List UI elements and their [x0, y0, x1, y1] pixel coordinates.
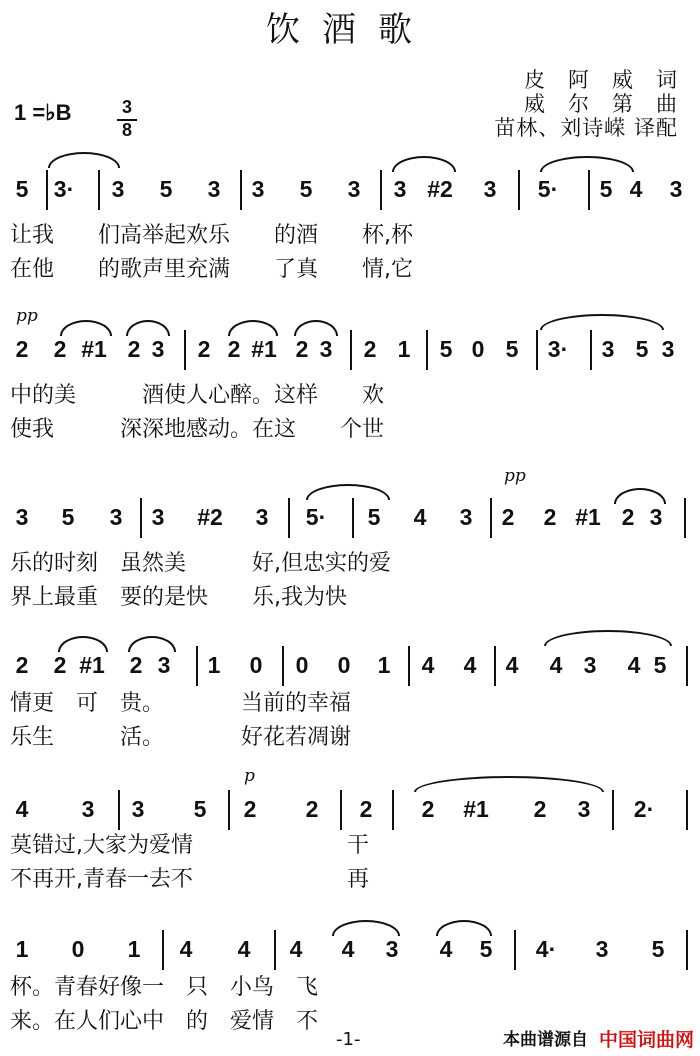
- site-name-link[interactable]: 中国词曲网: [598, 1029, 694, 1051]
- note: 2: [197, 336, 211, 362]
- note: 3: [459, 504, 473, 530]
- note: 4: [627, 652, 641, 678]
- barline: [536, 330, 538, 370]
- note: 3: [111, 176, 125, 202]
- translator-credit: 苗林、刘诗嵘 译配: [494, 116, 678, 140]
- note: 4: [505, 652, 519, 678]
- barline: [352, 498, 354, 538]
- lyric-line-2b: 使我 深深地感动。在这 个世: [10, 417, 385, 442]
- note: 3: [319, 336, 333, 362]
- note: #2: [197, 504, 223, 530]
- note: 5: [653, 652, 667, 678]
- key-signature: 1 =♭B: [14, 100, 72, 125]
- note: 2: [227, 336, 241, 362]
- note: 2: [243, 796, 257, 822]
- slur: [294, 320, 338, 336]
- note: 3: [251, 176, 265, 202]
- note: 2: [129, 652, 143, 678]
- dynamic-marking: p: [244, 766, 255, 786]
- barline: [494, 646, 496, 686]
- note: 2·: [633, 796, 655, 822]
- notation-line-4: [0, 646, 700, 690]
- note: 3: [109, 504, 123, 530]
- slur: [58, 636, 108, 652]
- note: 3: [255, 504, 269, 530]
- barline: [612, 790, 614, 830]
- note: 2: [501, 504, 515, 530]
- note: 3: [347, 176, 361, 202]
- note: 4: [341, 936, 355, 962]
- source-label: 本曲谱源自: [503, 1030, 588, 1050]
- note: 3·: [547, 336, 569, 362]
- barline: [240, 170, 242, 210]
- note: 2: [53, 652, 67, 678]
- note: 4: [439, 936, 453, 962]
- barline: [162, 930, 164, 970]
- note: 5: [635, 336, 649, 362]
- note: 1: [127, 936, 141, 962]
- note: 5: [505, 336, 519, 362]
- note: 5: [193, 796, 207, 822]
- note: 4: [413, 504, 427, 530]
- note: 3: [151, 336, 165, 362]
- barline: [590, 330, 592, 370]
- note: 5: [599, 176, 613, 202]
- lyric-line-5a: 莫错过,大家为爱情 干: [10, 833, 369, 858]
- barline: [686, 790, 688, 830]
- barline: [46, 170, 48, 210]
- note: #1: [575, 504, 601, 530]
- barline: [282, 646, 284, 686]
- note: 2: [543, 504, 557, 530]
- barline: [518, 170, 520, 210]
- dynamic-marking: pp: [16, 306, 38, 326]
- barline: [380, 170, 382, 210]
- slur: [392, 156, 456, 172]
- note: 3: [669, 176, 683, 202]
- lyric-line-4b: 乐生 活。 好花若凋谢: [10, 725, 352, 750]
- note: 5: [651, 936, 665, 962]
- note: 0: [249, 652, 263, 678]
- lyric-line-2a: 中的美 酒使人心醉。这样 欢: [10, 383, 385, 408]
- note: 2: [621, 504, 635, 530]
- barline: [426, 330, 428, 370]
- note: 2: [421, 796, 435, 822]
- barline: [686, 930, 688, 970]
- note: 2: [533, 796, 547, 822]
- note: 3: [207, 176, 221, 202]
- note: 4·: [535, 936, 557, 962]
- note: 3: [81, 796, 95, 822]
- note: 5: [159, 176, 173, 202]
- note: 5: [439, 336, 453, 362]
- note: 5: [367, 504, 381, 530]
- note: 0: [295, 652, 309, 678]
- note: 2: [305, 796, 319, 822]
- time-signature-bottom: 8: [121, 120, 132, 140]
- note: 0: [337, 652, 351, 678]
- barline: [274, 930, 276, 970]
- note: 5·: [537, 176, 559, 202]
- note: 1: [377, 652, 391, 678]
- lyric-line-6a: 杯。青春好像一 只 小鸟 飞: [10, 975, 319, 1000]
- notation-line-6: [0, 930, 700, 974]
- song-title: 饮酒歌: [266, 10, 434, 50]
- note: 3: [601, 336, 615, 362]
- barline: [588, 170, 590, 210]
- note: 4: [421, 652, 435, 678]
- time-signature-top: 3: [121, 97, 132, 117]
- slur: [436, 920, 492, 936]
- note: #1: [463, 796, 489, 822]
- barline: [392, 790, 394, 830]
- slur: [126, 320, 170, 336]
- lyric-line-5b: 不再开,青春一去不 再: [10, 867, 369, 892]
- note: 2: [15, 336, 29, 362]
- note: 3: [393, 176, 407, 202]
- slur: [48, 152, 120, 168]
- note: 4: [15, 796, 29, 822]
- barline: [408, 646, 410, 686]
- note: 4: [549, 652, 563, 678]
- note: 1: [207, 652, 221, 678]
- barline: [118, 790, 120, 830]
- note: 3: [595, 936, 609, 962]
- slur: [332, 920, 400, 936]
- slur: [544, 630, 672, 646]
- lyric-line-3b: 界上最重 要的是快 乐,我为快: [10, 585, 347, 610]
- note: 5: [15, 176, 29, 202]
- note: 3: [15, 504, 29, 530]
- note: 2: [127, 336, 141, 362]
- barline: [196, 646, 198, 686]
- note: 5: [61, 504, 75, 530]
- note: #1: [251, 336, 277, 362]
- composer-credit: 威 尔 第 曲: [524, 92, 678, 116]
- lyric-line-4a: 情更 可 贵。 当前的幸福: [10, 691, 352, 716]
- note: 2: [295, 336, 309, 362]
- note: 4: [629, 176, 643, 202]
- barline: [228, 790, 230, 830]
- lyricist-credit: 皮 阿 威 词: [524, 68, 678, 92]
- slur: [614, 488, 666, 504]
- slur: [414, 776, 604, 792]
- barline: [490, 498, 492, 538]
- note: 5: [299, 176, 313, 202]
- note: 3: [151, 504, 165, 530]
- lyric-line-1a: 让我 们高举起欢乐 的酒 杯,杯: [10, 223, 413, 248]
- note: 5: [479, 936, 493, 962]
- note: #1: [79, 652, 105, 678]
- dynamic-marking: pp: [504, 466, 526, 486]
- slur: [306, 484, 390, 500]
- note: 3: [661, 336, 675, 362]
- note: #1: [81, 336, 107, 362]
- note: 2: [15, 652, 29, 678]
- note: 3: [577, 796, 591, 822]
- barline: [140, 498, 142, 538]
- note: #2: [427, 176, 453, 202]
- barline: [340, 790, 342, 830]
- note: 3: [583, 652, 597, 678]
- note: 4: [463, 652, 477, 678]
- note: 4: [179, 936, 193, 962]
- note: 3: [483, 176, 497, 202]
- note: 4: [237, 936, 251, 962]
- barline: [98, 170, 100, 210]
- barline: [686, 646, 688, 686]
- slur: [228, 320, 278, 336]
- lyric-line-6b: 来。在人们心中 的 爱情 不: [10, 1009, 319, 1034]
- notation-line-1: [0, 170, 700, 214]
- slur: [540, 314, 664, 330]
- slur: [128, 636, 176, 652]
- barline: [288, 498, 290, 538]
- notation-line-3: [0, 498, 700, 542]
- note: 5·: [305, 504, 327, 530]
- note: 3: [649, 504, 663, 530]
- note: 0: [71, 936, 85, 962]
- slur: [540, 156, 634, 172]
- note: 3: [157, 652, 171, 678]
- note: 3: [131, 796, 145, 822]
- note: 2: [53, 336, 67, 362]
- note: 2: [363, 336, 377, 362]
- note: 3: [385, 936, 399, 962]
- notation-line-2: [0, 330, 700, 374]
- note: 0: [471, 336, 485, 362]
- note: 2: [359, 796, 373, 822]
- lyric-line-3a: 乐的时刻 虽然美 好,但忠实的爱: [10, 551, 391, 576]
- note: 1: [397, 336, 411, 362]
- barline: [350, 330, 352, 370]
- slur: [60, 320, 112, 336]
- note: 3·: [53, 176, 75, 202]
- page-number: -1-: [336, 1029, 361, 1050]
- note: 1: [15, 936, 29, 962]
- barline: [684, 498, 686, 538]
- lyric-line-1b: 在他 的歌声里充满 了真 情,它: [10, 257, 413, 282]
- barline: [184, 330, 186, 370]
- note: 4: [289, 936, 303, 962]
- barline: [514, 930, 516, 970]
